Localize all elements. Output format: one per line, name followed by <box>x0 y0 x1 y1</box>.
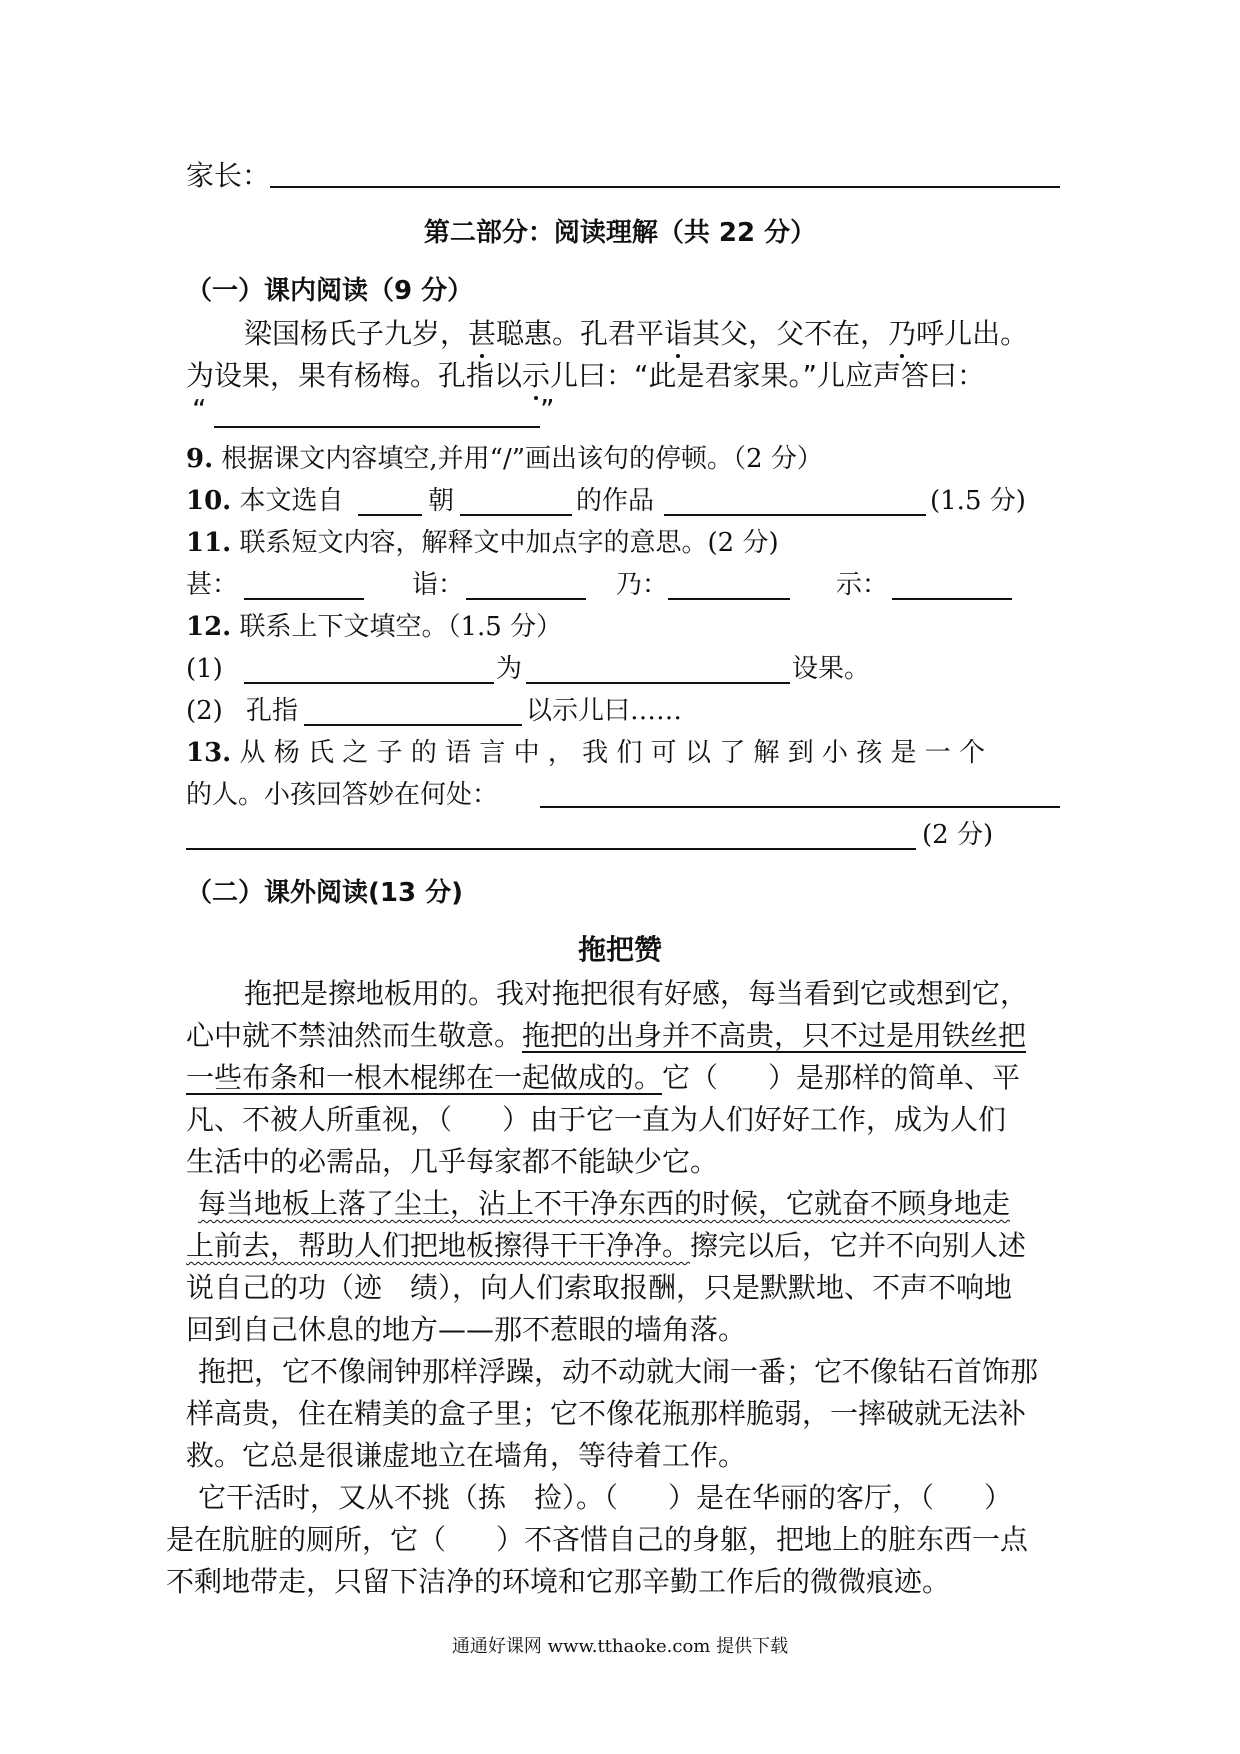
blank-q13-b[interactable] <box>186 848 916 850</box>
parent-label: 家长： <box>186 159 271 192</box>
q10-dynasty-label: 朝 <box>428 486 455 516</box>
dotted-char-shi: 示 <box>522 359 551 392</box>
blank-q12-2[interactable] <box>304 724 522 726</box>
section1-heading: （一）课内阅读（9 分） <box>186 276 474 306</box>
blank-nai[interactable] <box>668 598 790 600</box>
article-p1-line1: 拖把是擦地板用的。我对拖把很有好感，每当看到它或想到它， <box>244 977 1029 1010</box>
blank-yi[interactable] <box>466 598 586 600</box>
question-13: 13. 从 杨 氏 之 子 的 语 言 中 ， 我 们 可 以 了 解 到 小 孩 是 一 个 <box>186 738 986 768</box>
q10-score: (1.5 分) <box>930 486 1026 516</box>
q11-label-yi: 诣： <box>412 570 465 600</box>
q12-2-label: (2) <box>186 696 223 726</box>
article-p3-line2: 样高贵，住在精美的盒子里；它不像花瓶那样脆弱，一摔破就无法补 <box>186 1397 1027 1430</box>
wavy-underlined-sentence-cont: 上前去，帮助人们把地板擦得干干净净。 <box>186 1229 691 1262</box>
classical-passage-line2: 为设果，果有杨梅。孔指以示儿曰：“此是君家果。”儿应声答曰： <box>186 359 986 392</box>
q13-line2: 的人。小孩回答妙在何处： <box>186 780 499 810</box>
blank-q12-1a[interactable] <box>244 682 494 684</box>
part2-heading: 第二部分：阅读理解（共 22 分） <box>423 218 817 248</box>
answer-blank-quote[interactable] <box>214 426 540 428</box>
wavy-underlined-sentence: 每当地板上落了尘土，沾上不干净东西的时候，它就奋不顾身地走 <box>198 1187 1011 1220</box>
section2-heading: （二）课外阅读(13 分) <box>186 878 463 908</box>
question-10: 10. 本文选自 <box>186 486 344 516</box>
page-footer: 通通好课网 www.tthaoke.com 提供下载 <box>451 1636 789 1657</box>
q12-2-pre: 孔指 <box>246 696 299 726</box>
blank-q12-1b[interactable] <box>526 682 790 684</box>
q12-1-mid: 为 <box>496 654 523 684</box>
quote-open: “ <box>192 393 207 426</box>
article-p2-line2: 上前去，帮助人们把地板擦得干干净净。擦完以后，它并不向别人述 <box>186 1229 1027 1262</box>
article-p1-line3: 一些布条和一根木棍绑在一起做成的。它（ ）是那样的简单、平 <box>186 1061 1021 1094</box>
parent-signature-line[interactable] <box>270 186 1060 188</box>
article-p1-line5: 生活中的必需品，几乎每家都不能缺少它。 <box>186 1145 719 1178</box>
q13-score: (2 分) <box>922 820 994 850</box>
blank-shen[interactable] <box>244 598 364 600</box>
article-p2-line3: 说自己的功（迹 绩），向人们索取报酬，只是默默地、不声不响地 <box>186 1271 1013 1304</box>
blank-shi[interactable] <box>892 598 1012 600</box>
blank-work[interactable] <box>664 514 926 516</box>
dotted-char-shen: 甚 <box>468 317 497 350</box>
q11-label-nai: 乃： <box>616 570 669 600</box>
article-p4-line2: 是在肮脏的厕所，它（ ）不吝惜自己的身躯，把地上的脏东西一点 <box>166 1523 1029 1556</box>
q10-works-label: 的作品 <box>576 486 655 516</box>
q12-1-end: 设果。 <box>792 654 871 684</box>
question-12: 12. 联系上下文填空。（1.5 分） <box>186 612 563 642</box>
article-p4-line1: 它干活时，又从不挑（拣 捡）。（ ）是在华丽的客厅，（ ） <box>198 1481 1013 1514</box>
article-p1-line2: 心中就不禁油然而生敬意。拖把的出身并不高贵，只不过是用铁丝把 <box>186 1019 1027 1052</box>
article-p4-line3: 不剩地带走，只留下洁净的环境和它那辛勤工作后的微微痕迹。 <box>166 1565 951 1598</box>
q12-1-label: (1) <box>186 654 223 684</box>
question-9: 9. 根据课文内容填空,并用“/”画出该句的停顿。（2 分） <box>186 444 823 474</box>
q12-2-end: 以示儿曰…… <box>526 696 683 726</box>
underlined-sentence: 拖把的出身并不高贵，只不过是用铁丝把 <box>522 1019 1027 1052</box>
quote-close: ” <box>540 393 555 426</box>
underlined-sentence-cont: 一些布条和一根木棍绑在一起做成的。 <box>186 1061 663 1094</box>
blank-author[interactable] <box>460 514 572 516</box>
article-p3-line1: 拖把，它不像闹钟那样浮躁，动不动就大闹一番；它不像钻石首饰那 <box>198 1355 1039 1388</box>
blank-dynasty[interactable] <box>358 514 422 516</box>
q11-label-shen: 甚： <box>186 570 239 600</box>
blank-q13-a[interactable] <box>540 806 1060 808</box>
article-p2-line1 <box>198 1188 1010 1220</box>
dotted-char-yi: 诣 <box>664 317 693 350</box>
article-p3-line3: 救。它总是很谦虚地立在墙角，等待着工作。 <box>186 1439 747 1472</box>
q11-label-shi: 示： <box>836 570 889 600</box>
article-title: 拖把赞 <box>577 933 662 966</box>
classical-passage-line1: 梁国杨氏子九岁，甚聪惠。孔君平诣其父，父不在，乃呼儿出。 <box>244 317 1029 350</box>
question-11: 11. 联系短文内容，解释文中加点字的意思。(2 分) <box>186 528 779 558</box>
article-p1-line4: 凡、不被人所重视，（ ）由于它一直为人们好好工作，成为人们 <box>186 1103 1007 1136</box>
article-p2-line4: 回到自己休息的地方——那不惹眼的墙角落。 <box>186 1313 747 1346</box>
dotted-char-nai: 乃 <box>888 317 917 350</box>
